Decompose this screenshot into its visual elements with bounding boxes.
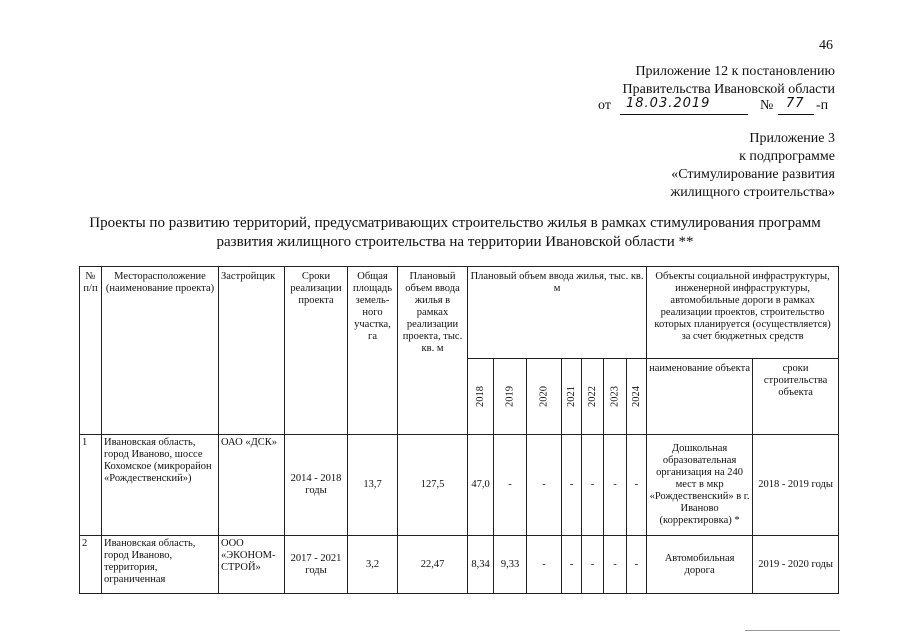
year-header-2021: 2021 [562,359,582,435]
col-area-header: Общая площадь земель-ного участка, га [348,267,398,435]
date-underline [620,114,748,115]
row-year-2022: - [582,536,604,594]
row-developer: ОАО «ДСК» [219,435,285,536]
col-num-header: № п/п [80,267,102,435]
row-num: 1 [80,435,102,536]
appendix-3-line3: «Стимулирование развития [671,167,835,182]
number-label: № [760,98,774,113]
infra-group-header: Объекты социальной инфраструктуры, инженерной инфраструктуры, автомобильные дороги в рамках реализации проектов, строительство которых планируется (осуществляется) за счет бюджетных средств [647,267,839,359]
row-planned-volume: 22,47 [398,536,468,594]
appendix-3-header [671,130,835,202]
table-row [80,536,839,594]
document-title [60,214,850,252]
infra-name-header: наименование объекта [647,359,753,435]
row-num: 2 [80,536,102,594]
row-area: 3,2 [348,536,398,594]
row-infra-name: Автомобильная дорога [647,536,753,594]
row-year-2021: - [562,536,582,594]
bottom-rule [745,630,840,631]
year-header-2024: 2024 [627,359,647,435]
infra-period-header: сроки строительства объекта [753,359,839,435]
year-header-2018: 2018 [468,359,494,435]
row-year-2023: - [604,435,627,536]
row-location: Ивановская область, город Иваново, шоссе Кохомское (микрорайон «Рождественский») [102,435,219,536]
header-row-1 [80,267,839,359]
row-infra-period: 2018 - 2019 годы [753,435,839,536]
row-year-2020: - [527,536,562,594]
row-year-2018: 47,0 [468,435,494,536]
appendix-3-line4: жилищного строительства» [670,185,835,200]
page-number: 46 [819,38,833,53]
row-infra-name: Дошкольная образовательная организация на 240 мест в мкр «Рождественский» в г. Иваново (корректировка) * [647,435,753,536]
row-area: 13,7 [348,435,398,536]
col-planned-volume-header: Плановый объем ввода жилья в рамках реализации проекта, тыс. кв. м [398,267,468,435]
row-period: 2017 - 2021 годы [285,536,348,594]
decree-line [590,98,840,118]
row-planned-volume: 127,5 [398,435,468,536]
number-underline [778,114,814,115]
row-year-2020: - [527,435,562,536]
row-period: 2014 - 2018 годы [285,435,348,536]
col-period-header: Сроки реализации проекта [285,267,348,435]
appendix-12-line2: Правительства Ивановской области [622,82,835,97]
decree-number: 77 [786,96,805,111]
row-year-2022: - [582,435,604,536]
table-row [80,435,839,536]
col-location-header: Месторасположение (наименование проекта) [102,267,219,435]
year-header-2020: 2020 [527,359,562,435]
appendix-12-line1: Приложение 12 к постановлению [635,64,835,79]
row-year-2023: - [604,536,627,594]
title-line2: развития жилищного строительства на территории Ивановской области ** [216,234,694,250]
from-label: от [598,98,611,113]
row-year-2024: - [627,435,647,536]
appendix-12-header [623,63,835,99]
row-developer: ООО «ЭКОНОМ-СТРОЙ» [219,536,285,594]
row-location: Ивановская область, город Иваново, территория, ограниченная [102,536,219,594]
number-suffix: -п [816,98,829,113]
year-header-2022: 2022 [582,359,604,435]
row-year-2018: 8,34 [468,536,494,594]
col-developer-header: Застройщик [219,267,285,435]
year-header-2019: 2019 [494,359,527,435]
row-year-2021: - [562,435,582,536]
title-line1: Проекты по развитию территорий, предусматривающих строительство жилья в рамках стимулирования программ [89,215,821,231]
row-year-2019: - [494,435,527,536]
row-year-2024: - [627,536,647,594]
yearly-volume-group-header: Плановый объем ввода жилья, тыс. кв. м [468,267,647,359]
decree-date: 18.03.2019 [626,96,711,111]
appendix-3-line1: Приложение 3 [749,131,835,146]
row-infra-period: 2019 - 2020 годы [753,536,839,594]
row-year-2019: 9,33 [494,536,527,594]
appendix-3-line2: к подпрограмме [739,149,835,164]
year-header-2023: 2023 [604,359,627,435]
projects-table [79,266,839,594]
